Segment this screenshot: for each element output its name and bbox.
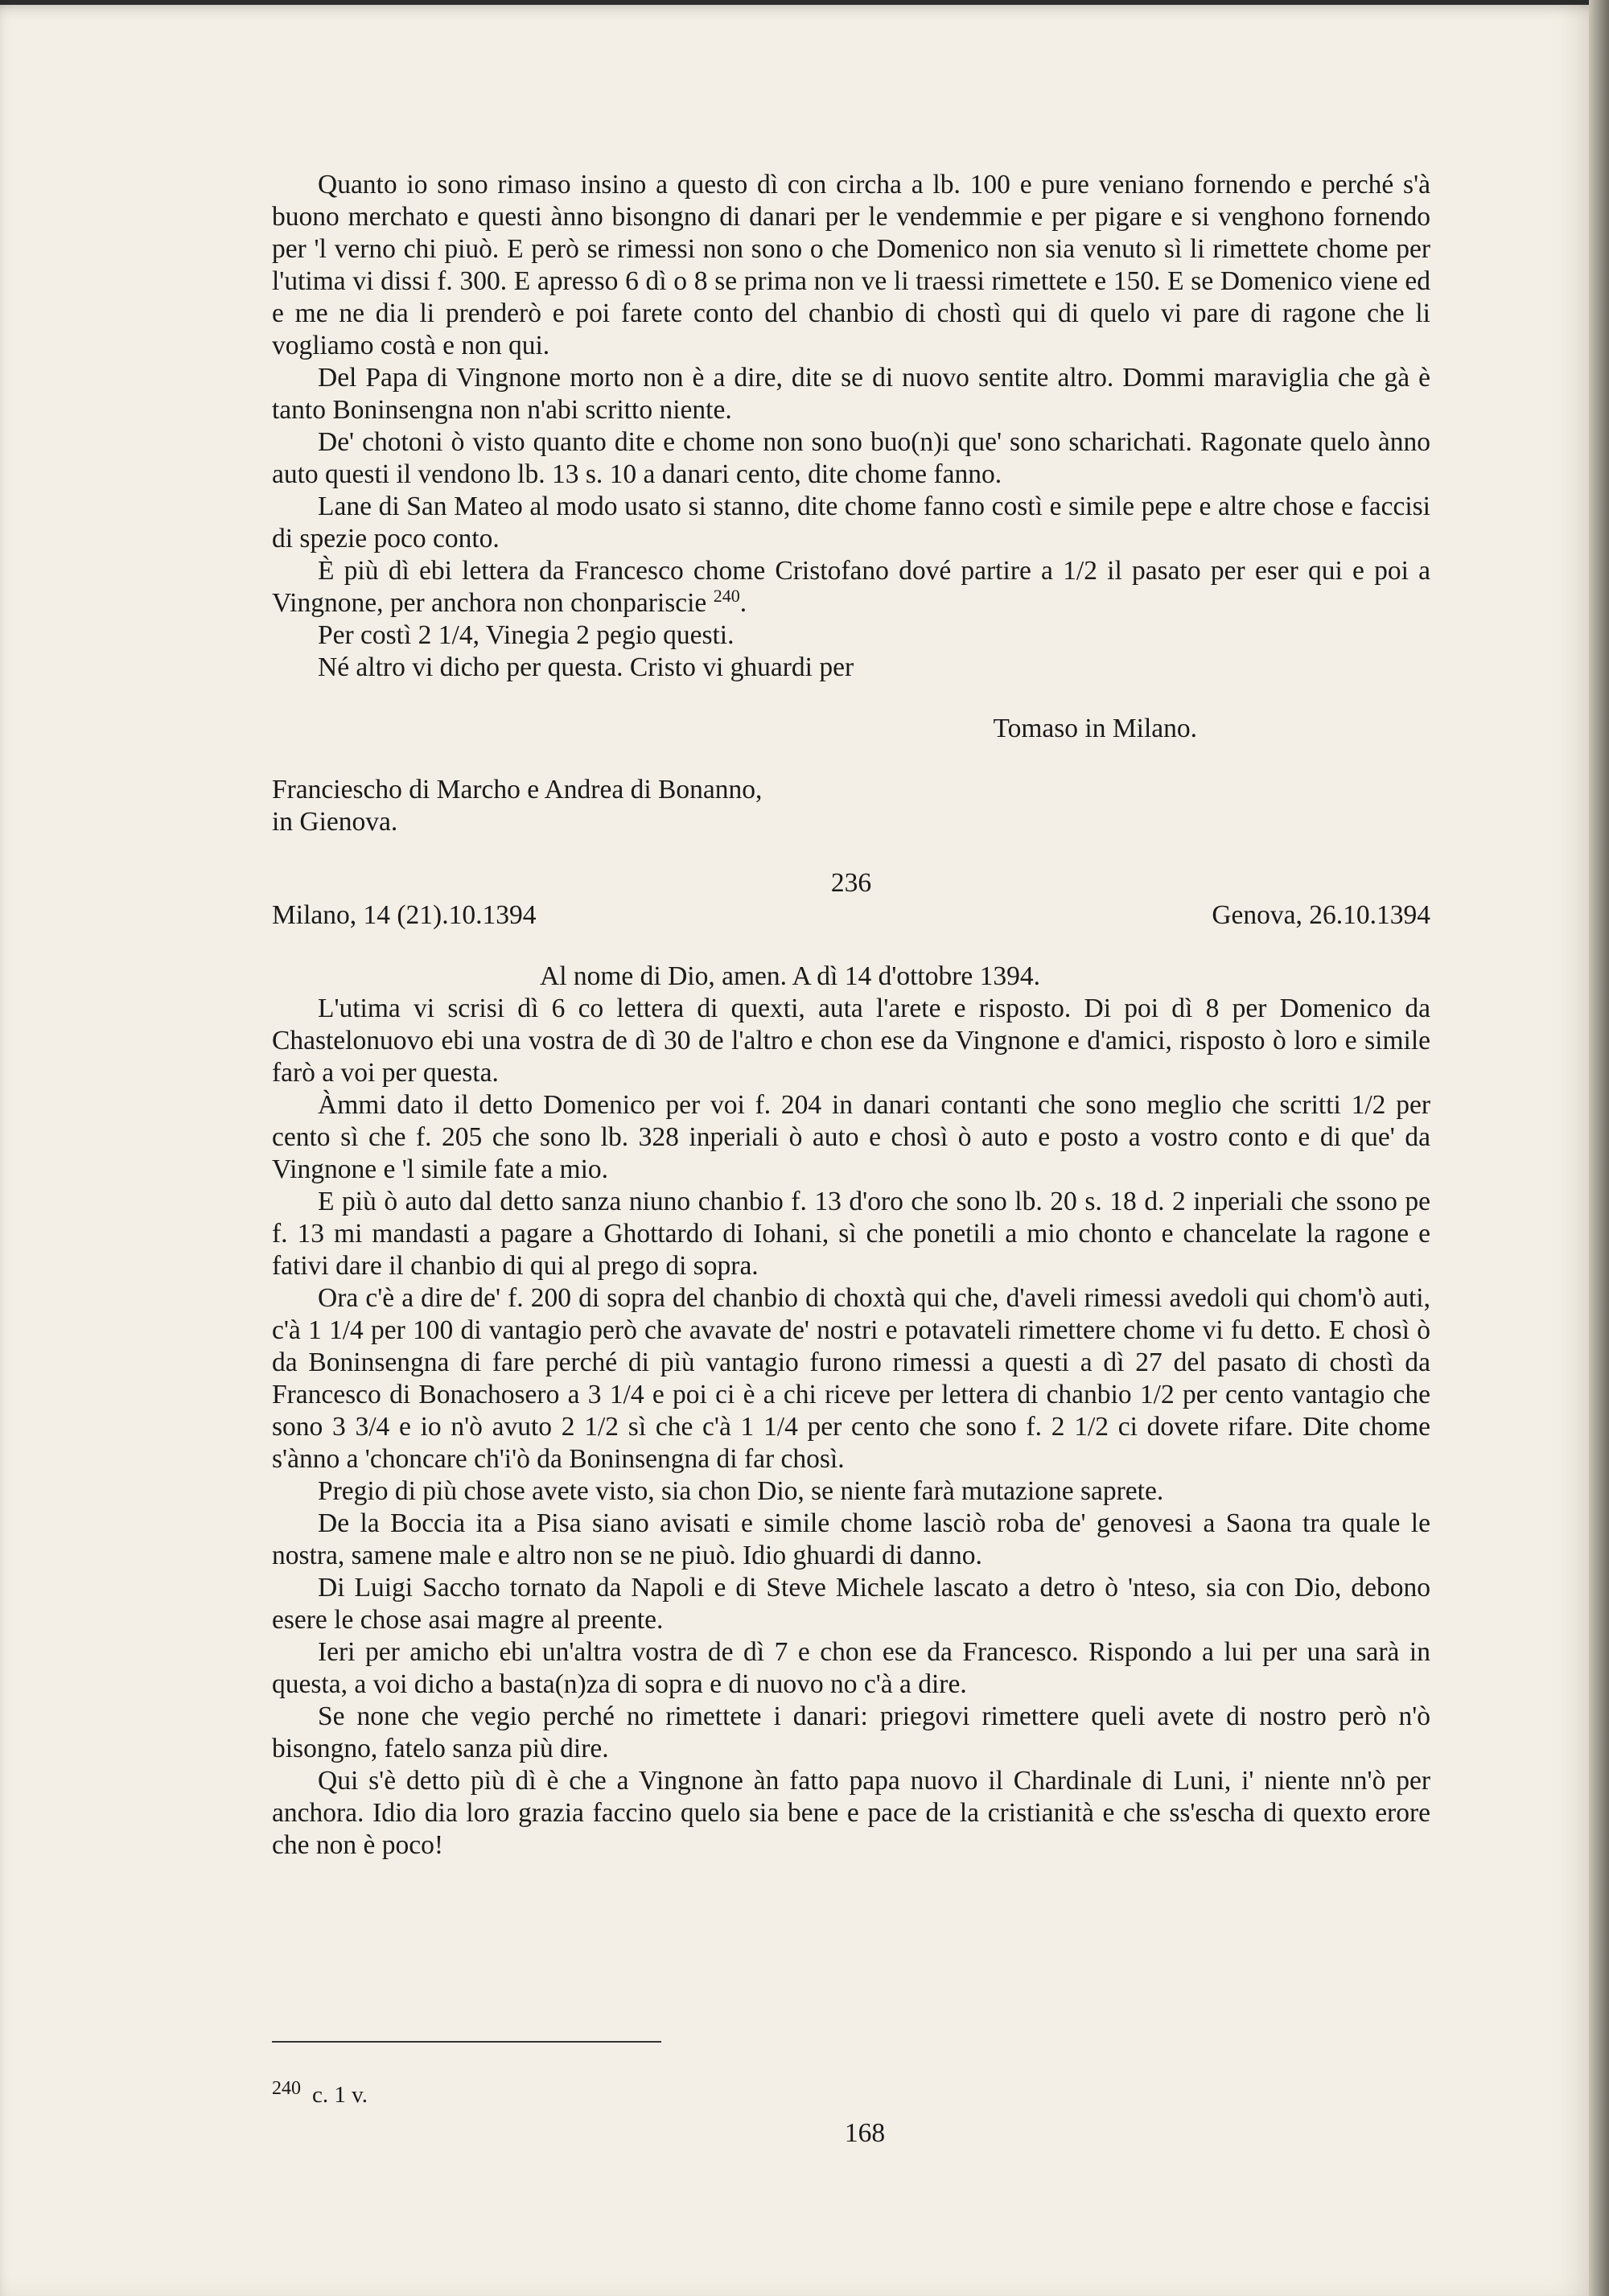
paragraph: De' chotoni ò visto quanto dite e chome non sono buo(n)i que' sono scharichati. Ragonate quelo ànno auto questi il vendono lb. 13 s. 10 a danari cento, dite chome fanno. <box>272 427 1430 489</box>
main-text <box>272 169 1430 1862</box>
paragraph: Qui s'è detto più dì è che a Vingnone àn fatto papa nuovo il Chardinale di Luni, i' niente nn'ò per anchora. Idio dia loro grazia faccino quelo sia bene e pace de la cristianità e che ss'escha di quexto erore che non è poco! <box>272 1766 1430 1860</box>
paragraph: Àmmi dato il detto Domenico per voi f. 204 in danari contanti che sono meglio che scritti 1/2 per cento sì che f. 205 che sono lb. 328 inperiali ò auto e chosì ò auto e posto a vostro conto e di que' da Vingnone e 'l simile fate a mio. <box>272 1090 1430 1184</box>
signature: Tomaso in Milano. <box>993 714 1197 743</box>
paragraph: Di Luigi Saccho tornato da Napoli e di Steve Michele lascato a detro ò 'nteso, sia con Dio, debono esere le chose asai magre al preente. <box>272 1573 1430 1635</box>
letter-number: 236 <box>830 868 872 898</box>
paragraph: Del Papa di Vingnone morto non è a dire, dite se di nuovo sentite altro. Dommi maraviglia che gà è tanto Boninsengna non n'abi scritto niente. <box>272 363 1430 425</box>
footnote-number: 240 <box>272 2078 301 2099</box>
paragraph: Né altro vi dicho per questa. Cristo vi ghuardi per <box>318 652 854 682</box>
salutation: Al nome di Dio, amen. A dì 14 d'ottobre 1394. <box>540 961 1041 991</box>
paragraph-end: . <box>739 588 747 618</box>
paragraph: E più ò auto dal detto sanza niuno chanbio f. 13 d'oro che sono lb. 20 s. 18 d. 2 inperiali che ssono pe f. 13 mi mandasti a pagare a Ghottardo di Iohani, sì che ponetili a mio chonto e chancelate la ragone e fativi dare il chanbio di qui al prego di sopra. <box>272 1187 1430 1281</box>
paragraph: Quanto io sono rimaso insino a questo dì con circha a lb. 100 e pure veniano fornendo e perché s'à buono merchato e questi ànno bisongno di danari per le vendemmie e per pigare e si venghono fornendo per 'l verno chi piuò. E però se rimessi non sono o che Domenico non sia venuto sì li rimettete chome per l'utima vi dissi f. 300. E apresso 6 dì o 8 se prima non ve li traessi rimettete e 150. E se Domenico viene ed e me ne dia li prenderò e poi farete conto del chanbio di chostì qui di quelo vi pare di ragone che li vogliamo costà e non qui. <box>272 170 1430 360</box>
paragraph: L'utima vi scrisi dì 6 co lettera di quexti, auta l'arete e risposto. Di poi dì 8 per Domenico da Chastelonuovo ebi una vostra de dì 30 de l'altro e chon ese da Vingnone e d'amici, risposto ò loro e simile farò a voi per questa. <box>272 994 1430 1088</box>
paragraph-with-footnote <box>272 555 1430 619</box>
page-number: 168 <box>844 2118 886 2148</box>
footnote-text: c. 1 v. <box>312 2082 368 2108</box>
paragraph: De la Boccia ita a Pisa siano avisati e simile chome lasciò roba de' genovesi a Saona tra quale le nostra, samene male e altro non se ne piuò. Idio ghuardi di danno. <box>272 1508 1430 1570</box>
page-edge <box>1589 0 1609 2296</box>
paragraph: Ora c'è a dire de' f. 200 di sopra del chanbio di choxtà qui che, d'aveli rimessi avedoli qui chom'ò auti, c'à 1 1/4 per 100 di vantagio però che avavate de' nostri e potavateli rimettere chome vi fu detto. E chosì ò da Boninsengna di fare perché di più vantagio furono rimessi a questi a dì 27 del pasato di chostì da Francesco di Bonachosero a 3 1/4 e poi ci è a chi riceve per lettera di chanbio 1/2 per cento vantagio che sono 3 3/4 e io n'ò avuto 2 1/2 sì che c'à 1 1/4 per cento che sono f. 2 1/2 ci dovete rifare. Dite chome s'ànno a 'choncare ch'i'ò da Boninsengna di far chosì. <box>272 1283 1430 1474</box>
paragraph: Ieri per amicho ebi un'altra vostra de dì 7 e chon ese da Francesco. Rispondo a lui per una sarà in questa, a voi dicho a basta(n)za di sopra e di nuovo no c'à a dire. <box>272 1637 1430 1699</box>
origin-date: Milano, 14 (21).10.1394 <box>272 900 537 930</box>
top-border <box>0 0 1597 5</box>
paragraph: Se none che vegio perché no rimettete i danari: priegovi rimettere queli avete di nostro però n'ò bisongno, fatelo sanza più dire. <box>272 1701 1430 1763</box>
letter-dates <box>272 899 1430 932</box>
addressee-line: in Gienova. <box>272 807 398 837</box>
footnote-divider <box>272 2041 661 2043</box>
paragraph: Per costì 2 1/4, Vinegia 2 pegio questi. <box>318 620 735 650</box>
footnote-reference: 240 <box>713 586 740 606</box>
paragraph: Pregio di più chose avete visto, sia chon Dio, se niente farà mutazione saprete. <box>318 1476 1164 1506</box>
arrival-date: Genova, 26.10.1394 <box>1212 900 1430 930</box>
addressee-line: Franciescho di Marcho e Andrea di Bonanno, <box>272 775 763 804</box>
paragraph: Lane di San Mateo al modo usato si stanno, dite chome fanno costì e simile pepe e altre chose e faccisi di spezie poco conto. <box>272 492 1430 553</box>
paragraph-text: È più dì ebi lettera da Francesco chome Cristofano dové partire a 1/2 il pasato per eser qui e poi a Vingnone, per anchora non chonpariscie <box>272 556 1430 618</box>
footnote <box>272 2074 368 2109</box>
